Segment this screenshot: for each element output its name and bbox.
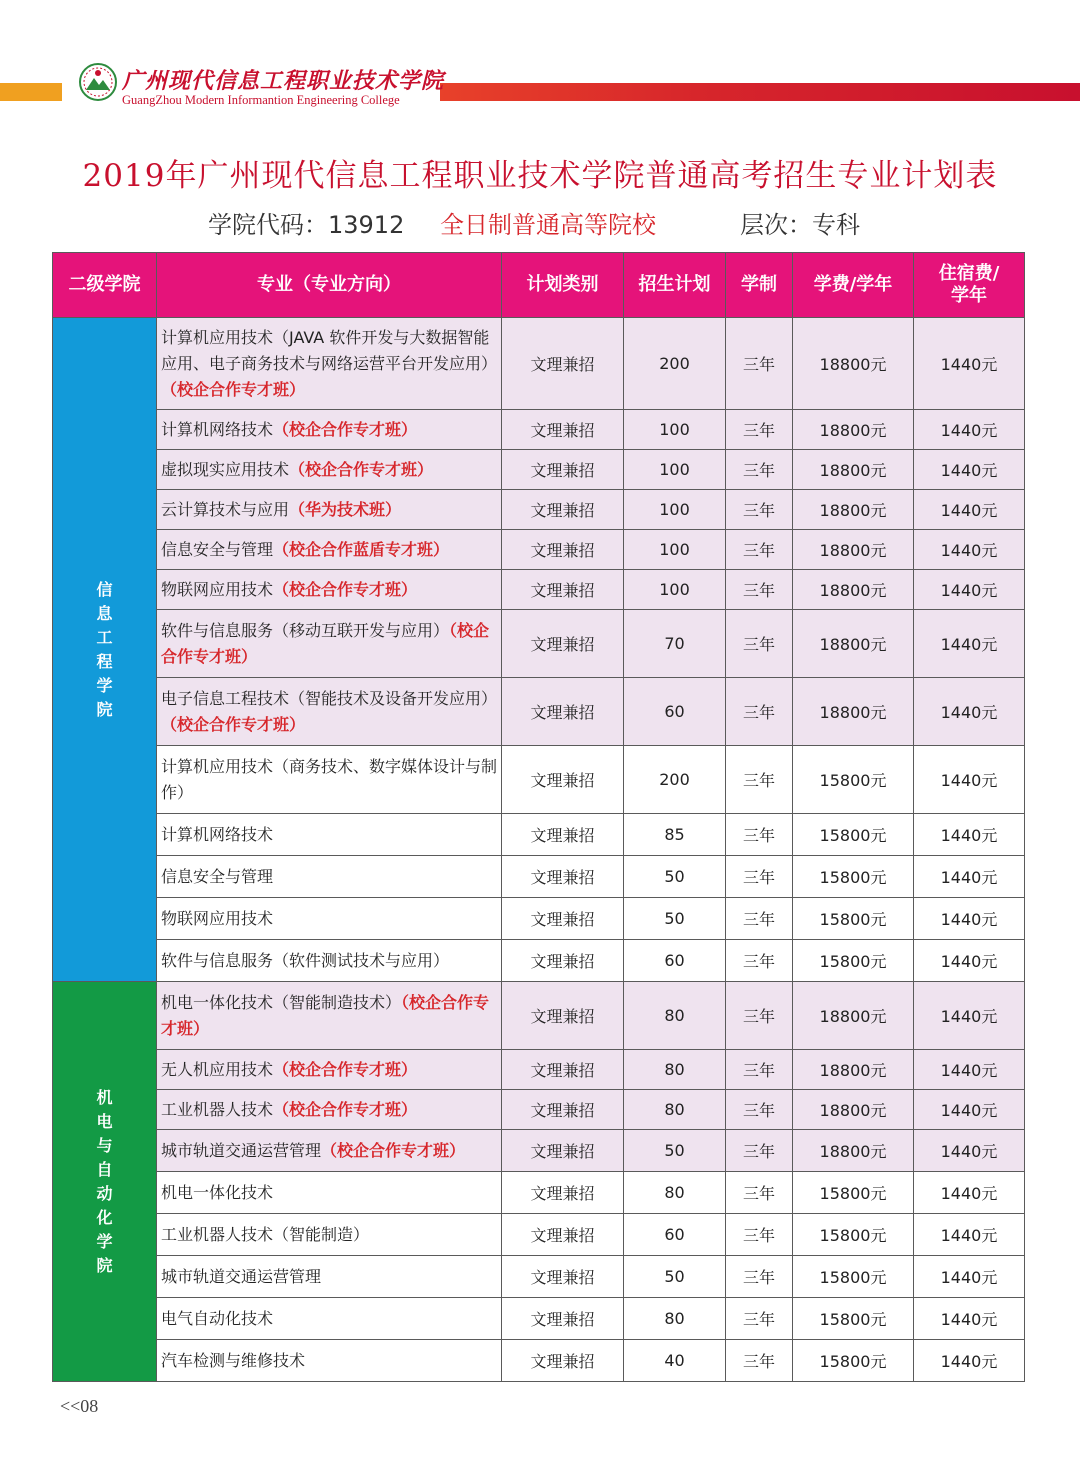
college-logo-icon [78, 62, 118, 102]
major-name: 物联网应用技术 [161, 908, 274, 928]
dorm-cell: 1440元 [914, 1090, 1025, 1130]
major-tag: （华为技术班） [289, 499, 402, 519]
major-name: 信息安全与管理 [161, 866, 274, 886]
plan-cell: 60 [624, 940, 726, 982]
dorm-cell: 1440元 [914, 982, 1025, 1050]
major-tag: （校企合作专才班） [289, 459, 434, 479]
plan-cell: 50 [624, 1256, 726, 1298]
major-name: 计算机网络技术 [161, 419, 274, 439]
major-name: 电子信息工程技术（智能技术及设备开发应用） [161, 688, 498, 708]
dorm-cell: 1440元 [914, 1050, 1025, 1090]
category-cell: 文理兼招 [502, 1340, 624, 1382]
category-cell: 文理兼招 [502, 1090, 624, 1130]
major-name: 电气自动化技术 [161, 1308, 274, 1328]
page-number: <<08 [60, 1396, 99, 1416]
years-cell: 三年 [726, 898, 793, 940]
table-header-row [53, 253, 1025, 318]
dorm-cell: 1440元 [914, 1256, 1025, 1298]
major-cell [157, 814, 502, 856]
major-cell [157, 678, 502, 746]
dorm-cell: 1440元 [914, 1214, 1025, 1256]
department-cell [53, 982, 157, 1382]
years-cell: 三年 [726, 1090, 793, 1130]
tuition-cell: 18800元 [793, 318, 914, 410]
plan-cell: 85 [624, 814, 726, 856]
major-tag: （校企合作专才班） [273, 419, 418, 439]
col-header-years: 学制 [726, 253, 793, 318]
years-cell: 三年 [726, 450, 793, 490]
table-row [53, 1050, 1025, 1090]
major-cell [157, 1050, 502, 1090]
years-cell: 三年 [726, 610, 793, 678]
category-cell: 文理兼招 [502, 450, 624, 490]
years-cell: 三年 [726, 1130, 793, 1172]
category-cell: 文理兼招 [502, 410, 624, 450]
major-name: 软件与信息服务（移动互联开发与应用） [161, 620, 450, 640]
major-name: 软件与信息服务（软件测试技术与应用） [161, 950, 450, 970]
table-row [53, 410, 1025, 450]
years-cell: 三年 [726, 678, 793, 746]
table-row [53, 530, 1025, 570]
department-name: 信息工程学院 [96, 579, 113, 719]
tuition-cell: 15800元 [793, 856, 914, 898]
major-tag: （校企合作专才班） [273, 579, 418, 599]
years-cell: 三年 [726, 1172, 793, 1214]
years-cell: 三年 [726, 410, 793, 450]
category-cell: 文理兼招 [502, 746, 624, 814]
dorm-cell: 1440元 [914, 940, 1025, 982]
dorm-cell: 1440元 [914, 530, 1025, 570]
major-cell [157, 898, 502, 940]
years-cell: 三年 [726, 570, 793, 610]
college-name-cn: 广州现代信息工程职业技术学院 [122, 68, 445, 94]
years-cell: 三年 [726, 1050, 793, 1090]
major-cell [157, 1214, 502, 1256]
col-header-plan: 招生计划 [624, 253, 726, 318]
years-cell: 三年 [726, 1298, 793, 1340]
education-level: 层次：专科 [740, 211, 860, 239]
major-cell [157, 570, 502, 610]
major-name: 无人机应用技术 [161, 1059, 274, 1079]
major-name: 城市轨道交通运营管理 [161, 1266, 322, 1286]
major-cell [157, 490, 502, 530]
plan-cell: 50 [624, 898, 726, 940]
years-cell: 三年 [726, 1340, 793, 1382]
tuition-cell: 18800元 [793, 410, 914, 450]
category-cell: 文理兼招 [502, 1256, 624, 1298]
major-name: 工业机器人技术 [161, 1099, 274, 1119]
dorm-cell: 1440元 [914, 898, 1025, 940]
category-cell: 文理兼招 [502, 982, 624, 1050]
table-row [53, 610, 1025, 678]
category-cell: 文理兼招 [502, 1130, 624, 1172]
enrollment-plan-table [52, 252, 1025, 1382]
dorm-cell: 1440元 [914, 856, 1025, 898]
table-row [53, 1090, 1025, 1130]
dorm-cell: 1440元 [914, 814, 1025, 856]
years-cell: 三年 [726, 318, 793, 410]
col-header-department: 二级学院 [53, 253, 157, 318]
years-cell: 三年 [726, 940, 793, 982]
major-name: 计算机应用技术（JAVA 软件开发与大数据智能应用、电子商务技术与网络运营平台开发应用） [161, 327, 498, 373]
plan-cell: 80 [624, 1090, 726, 1130]
table-row [53, 678, 1025, 746]
category-cell: 文理兼招 [502, 1050, 624, 1090]
school-type: 全日制普通高等院校 [440, 211, 656, 239]
plan-cell: 100 [624, 570, 726, 610]
category-cell: 文理兼招 [502, 814, 624, 856]
tuition-cell: 18800元 [793, 1050, 914, 1090]
table-row [53, 746, 1025, 814]
major-tag: （校企合作专才班） [161, 714, 306, 734]
plan-cell: 80 [624, 982, 726, 1050]
major-name: 云计算技术与应用 [161, 499, 290, 519]
major-tag: （校企合作专才班） [161, 620, 490, 666]
tuition-cell: 18800元 [793, 490, 914, 530]
college-name-en: GuangZhou Modern Informantion Engineering College [122, 93, 400, 107]
major-name: 计算机应用技术（商务技术、数字媒体设计与制作） [161, 756, 498, 802]
tuition-cell: 18800元 [793, 678, 914, 746]
years-cell: 三年 [726, 1256, 793, 1298]
category-cell: 文理兼招 [502, 570, 624, 610]
tuition-cell: 15800元 [793, 940, 914, 982]
major-cell [157, 1172, 502, 1214]
plan-cell: 100 [624, 490, 726, 530]
dorm-cell: 1440元 [914, 678, 1025, 746]
dorm-cell: 1440元 [914, 1298, 1025, 1340]
table-row [53, 1214, 1025, 1256]
tuition-cell: 18800元 [793, 450, 914, 490]
major-name: 工业机器人技术（智能制造） [161, 1224, 370, 1244]
col-header-category: 计划类别 [502, 253, 624, 318]
dorm-cell: 1440元 [914, 1172, 1025, 1214]
category-cell: 文理兼招 [502, 678, 624, 746]
category-cell: 文理兼招 [502, 940, 624, 982]
table-row [53, 1172, 1025, 1214]
plan-cell: 100 [624, 410, 726, 450]
table-row [53, 814, 1025, 856]
years-cell: 三年 [726, 814, 793, 856]
major-name: 信息安全与管理 [161, 539, 274, 559]
tuition-cell: 18800元 [793, 570, 914, 610]
dorm-cell: 1440元 [914, 746, 1025, 814]
plan-cell: 200 [624, 746, 726, 814]
department-name: 机电与自动化学院 [96, 1087, 113, 1275]
dorm-cell: 1440元 [914, 1340, 1025, 1382]
department-cell [53, 318, 157, 982]
col-header-tuition: 学费/学年 [793, 253, 914, 318]
plan-cell: 50 [624, 1130, 726, 1172]
tuition-cell: 18800元 [793, 530, 914, 570]
major-name: 计算机网络技术 [161, 824, 274, 844]
table-row [53, 982, 1025, 1050]
dorm-cell: 1440元 [914, 570, 1025, 610]
major-cell [157, 1130, 502, 1172]
tuition-cell: 15800元 [793, 1214, 914, 1256]
plan-cell: 60 [624, 678, 726, 746]
tuition-cell: 18800元 [793, 1090, 914, 1130]
plan-cell: 50 [624, 856, 726, 898]
years-cell: 三年 [726, 856, 793, 898]
major-tag: （校企合作专才班） [161, 379, 306, 399]
major-name: 物联网应用技术 [161, 579, 274, 599]
table-row [53, 1130, 1025, 1172]
plan-cell: 100 [624, 530, 726, 570]
dorm-cell: 1440元 [914, 1130, 1025, 1172]
dorm-cell: 1440元 [914, 410, 1025, 450]
major-tag: （校企合作专才班） [321, 1140, 466, 1160]
table-row [53, 570, 1025, 610]
major-cell [157, 940, 502, 982]
category-cell: 文理兼招 [502, 1298, 624, 1340]
major-name: 机电一体化技术（智能制造技术） [161, 992, 402, 1012]
dorm-cell: 1440元 [914, 610, 1025, 678]
tuition-cell: 15800元 [793, 746, 914, 814]
table-row [53, 898, 1025, 940]
plan-cell: 60 [624, 1214, 726, 1256]
major-tag: （校企合作专才班） [273, 1059, 418, 1079]
years-cell: 三年 [726, 490, 793, 530]
tuition-cell: 15800元 [793, 1256, 914, 1298]
major-tag: （校企合作蓝盾专才班） [273, 539, 450, 559]
category-cell: 文理兼招 [502, 530, 624, 570]
tuition-cell: 18800元 [793, 610, 914, 678]
col-header-dorm: 住宿费/学年 [914, 253, 1025, 318]
table-row [53, 318, 1025, 410]
major-cell [157, 746, 502, 814]
years-cell: 三年 [726, 530, 793, 570]
years-cell: 三年 [726, 982, 793, 1050]
category-cell: 文理兼招 [502, 610, 624, 678]
tuition-cell: 15800元 [793, 1172, 914, 1214]
major-cell [157, 1340, 502, 1382]
tuition-cell: 15800元 [793, 1298, 914, 1340]
college-code: 学院代码：13912 [208, 211, 405, 239]
plan-cell: 80 [624, 1298, 726, 1340]
major-cell [157, 318, 502, 410]
page-title: 2019年广州现代信息工程职业技术学院普通高考招生专业计划表 [82, 158, 998, 194]
table-row [53, 856, 1025, 898]
major-cell [157, 1298, 502, 1340]
major-cell [157, 610, 502, 678]
table-row [53, 940, 1025, 982]
category-cell: 文理兼招 [502, 490, 624, 530]
major-tag: （校企合作专才班） [273, 1099, 418, 1119]
tuition-cell: 18800元 [793, 1130, 914, 1172]
tuition-cell: 15800元 [793, 898, 914, 940]
major-cell [157, 410, 502, 450]
dorm-cell: 1440元 [914, 318, 1025, 410]
table-row [53, 1340, 1025, 1382]
plan-cell: 40 [624, 1340, 726, 1382]
plan-cell: 70 [624, 610, 726, 678]
plan-cell: 80 [624, 1172, 726, 1214]
years-cell: 三年 [726, 746, 793, 814]
plan-cell: 80 [624, 1050, 726, 1090]
dorm-cell: 1440元 [914, 450, 1025, 490]
major-cell [157, 1256, 502, 1298]
major-name: 城市轨道交通运营管理 [161, 1140, 322, 1160]
table-row [53, 1298, 1025, 1340]
major-cell [157, 856, 502, 898]
years-cell: 三年 [726, 1214, 793, 1256]
tuition-cell: 15800元 [793, 1340, 914, 1382]
table-row [53, 490, 1025, 530]
plan-cell: 100 [624, 450, 726, 490]
category-cell: 文理兼招 [502, 1172, 624, 1214]
major-name: 汽车检测与维修技术 [161, 1350, 306, 1370]
category-cell: 文理兼招 [502, 1214, 624, 1256]
major-cell [157, 450, 502, 490]
tuition-cell: 18800元 [793, 982, 914, 1050]
dorm-cell: 1440元 [914, 490, 1025, 530]
category-cell: 文理兼招 [502, 898, 624, 940]
table-row [53, 450, 1025, 490]
major-name: 机电一体化技术 [161, 1182, 274, 1202]
category-cell: 文理兼招 [502, 856, 624, 898]
major-cell [157, 530, 502, 570]
major-name: 虚拟现实应用技术 [161, 459, 290, 479]
top-bar-orange [0, 83, 62, 101]
category-cell: 文理兼招 [502, 318, 624, 410]
col-header-major: 专业（专业方向） [157, 253, 502, 318]
tuition-cell: 15800元 [793, 814, 914, 856]
table-row [53, 1256, 1025, 1298]
major-tag: （校企合作专才班） [161, 992, 490, 1038]
major-cell [157, 982, 502, 1050]
top-bar-red [440, 83, 1080, 101]
plan-cell: 200 [624, 318, 726, 410]
major-cell [157, 1090, 502, 1130]
